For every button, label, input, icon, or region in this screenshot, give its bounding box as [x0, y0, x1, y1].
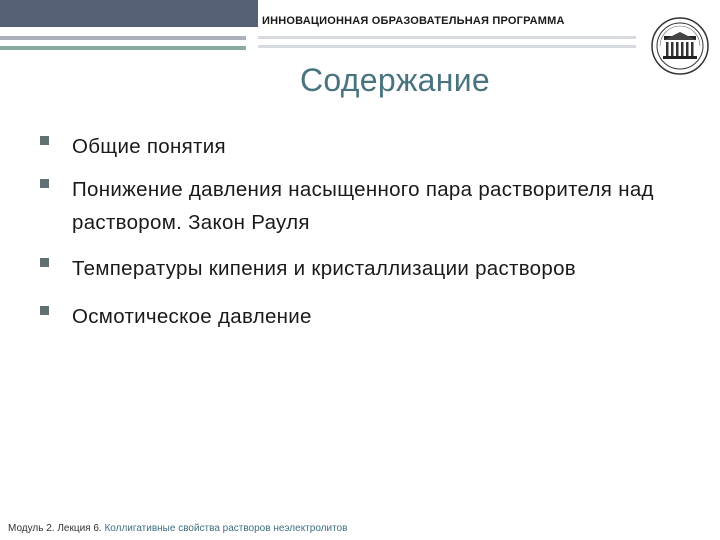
- list-item-text: Общие понятия: [72, 135, 226, 158]
- square-bullet-icon: [40, 136, 49, 145]
- footer-module: Модуль 2. Лекция 6.: [8, 523, 105, 534]
- square-bullet-icon: [40, 306, 49, 315]
- slide-footer: [8, 523, 347, 534]
- decorative-stripe-gray: [0, 36, 246, 40]
- decorative-stripe-light-1: [258, 36, 636, 39]
- program-title: ИННОВАЦИОННАЯ ОБРАЗОВАТЕЛЬНАЯ ПРОГРАММА: [262, 15, 565, 27]
- footer-topic: Коллигативные свойства растворов неэлектролитов: [104, 523, 348, 534]
- list-item-text: Температуры кипения и кристаллизации растворов: [72, 257, 576, 280]
- list-item-text: Понижение давления насыщенного пара растворителя над раствором. Закон Рауля: [72, 178, 654, 234]
- decorative-stripe-green: [0, 46, 246, 50]
- square-bullet-icon: [40, 179, 49, 188]
- slide-title: Содержание: [299, 62, 490, 98]
- header-bar: [0, 0, 258, 27]
- square-bullet-icon: [40, 258, 49, 267]
- list-item-text: Осмотическое давление: [72, 305, 312, 328]
- decorative-stripe-light-2: [258, 45, 636, 48]
